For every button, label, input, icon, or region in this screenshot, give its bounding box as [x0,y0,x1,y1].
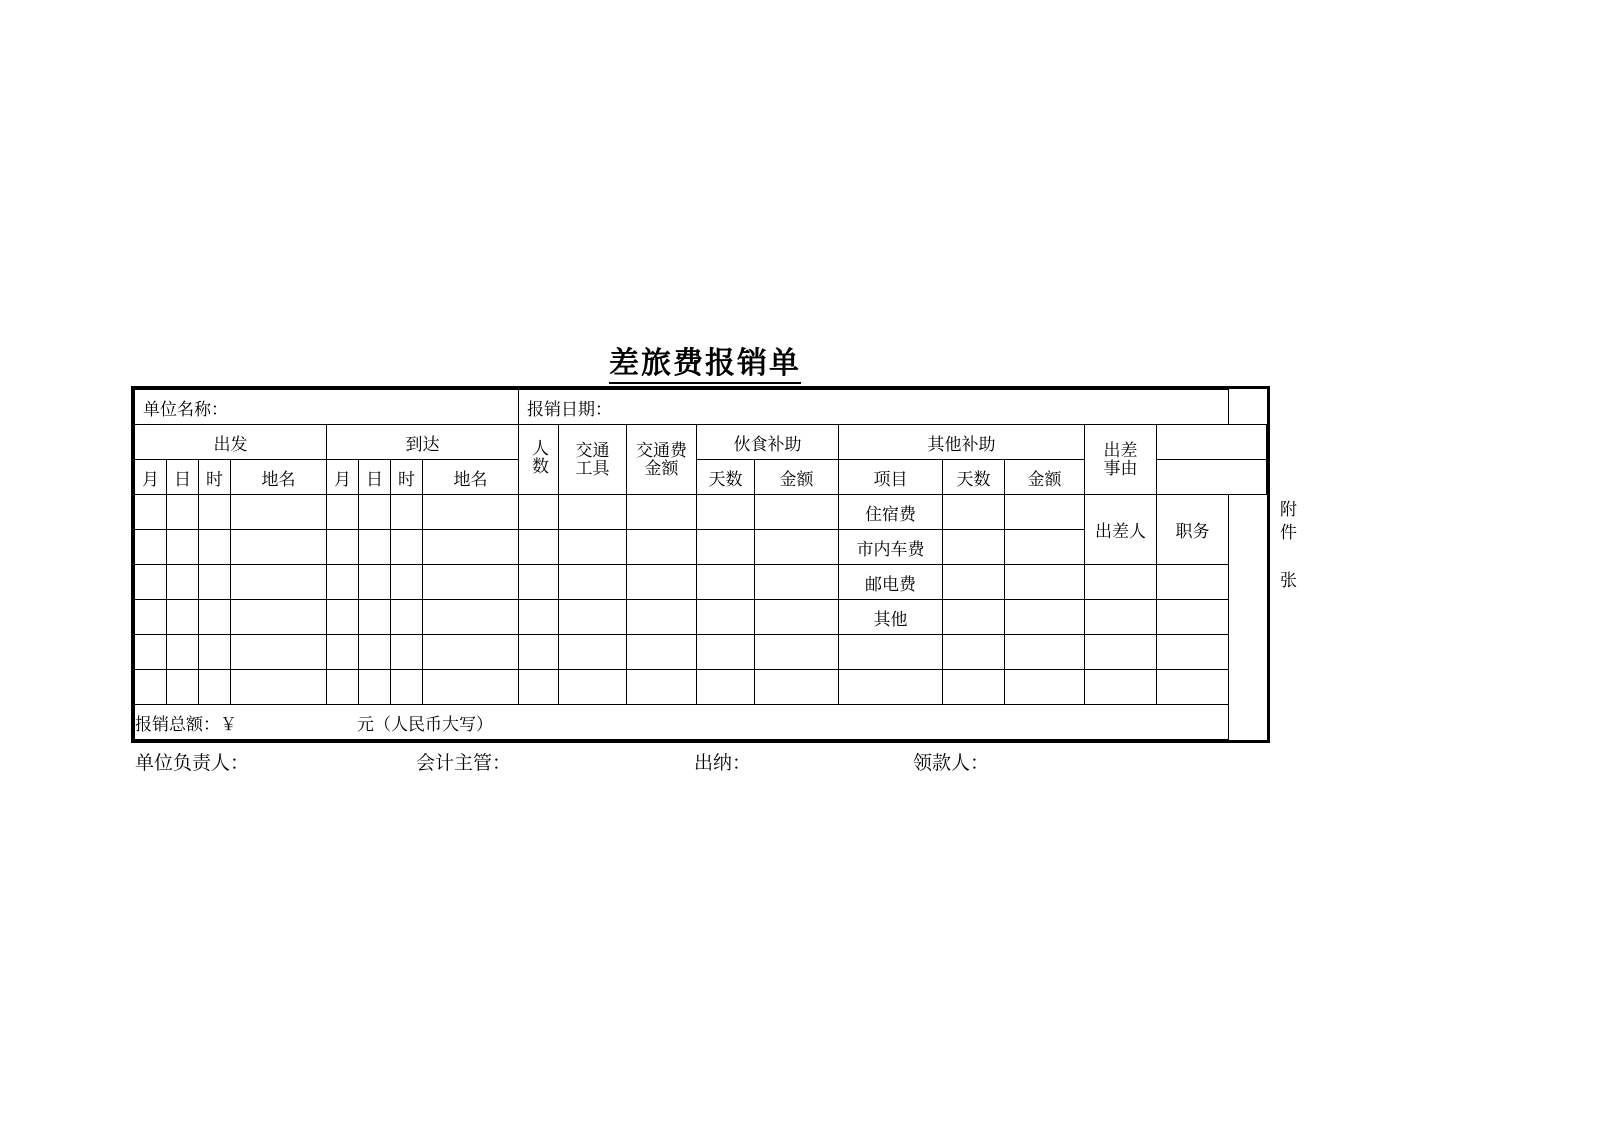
cell-people-count[interactable] [519,600,559,635]
unit-name-cell[interactable]: 单位名称： [135,390,519,425]
cell-traveler-value[interactable] [1085,600,1157,635]
cell-people-count[interactable] [519,635,559,670]
cell-arrive-place[interactable] [423,495,519,530]
other-item-other: 其他 [839,600,943,635]
cell-arrive-hour[interactable] [391,495,423,530]
signature-accounting-manager[interactable]: 会计主管： [416,753,512,774]
cell-meal-amount[interactable] [755,600,839,635]
cell-arrive-month[interactable] [327,495,359,530]
other-item-header: 项目 [839,460,943,495]
cell-depart-hour[interactable] [199,600,231,635]
cell-arrive-month[interactable] [327,635,359,670]
table-row [135,670,1267,705]
cell-traveler-value[interactable] [1085,635,1157,670]
arrive-group-header: 到达 [327,425,519,460]
cell-arrive-month[interactable] [327,670,359,705]
cell-depart-month[interactable] [135,670,167,705]
expense-form-table-wrapper [131,386,1270,743]
cell-arrive-month[interactable] [327,530,359,565]
table-row [135,565,1267,600]
trip-reason-header: 出差 事由 [1085,425,1157,495]
transport-fee-header: 交通费 金额 [627,425,697,495]
cell-arrive-month[interactable] [327,600,359,635]
other-item-city-transport: 市内车费 [839,530,943,565]
page-title-text: 差旅费报销单 [609,347,801,384]
cell-other-days[interactable] [943,600,1005,635]
cell-arrive-place[interactable] [423,530,519,565]
traveler-label: 出差人 [1085,495,1157,565]
total-cell[interactable] [135,705,1229,740]
expense-form-table [134,389,1267,740]
cell-meal-amount[interactable] [755,635,839,670]
cell-arrive-hour[interactable] [391,600,423,635]
cell-arrive-place[interactable] [423,600,519,635]
cell-transport-fee[interactable] [627,565,697,600]
cell-other-days[interactable] [943,530,1005,565]
column-group-row [135,425,1267,460]
cell-people-count[interactable] [519,565,559,600]
cell-arrive-place[interactable] [423,670,519,705]
cell-other-amount[interactable] [1005,565,1085,600]
cell-position-value[interactable] [1157,635,1229,670]
cell-traveler-value[interactable] [1085,670,1157,705]
cell-depart-place[interactable] [231,635,327,670]
arrive-day-header: 日 [359,460,391,495]
cell-other-days[interactable] [943,565,1005,600]
cell-transport-tool[interactable] [559,600,627,635]
cell-depart-hour[interactable] [199,635,231,670]
cell-depart-day[interactable] [167,635,199,670]
cell-other-days[interactable] [943,635,1005,670]
table-row [135,635,1267,670]
depart-day-header: 日 [167,460,199,495]
arrive-hour-header: 时 [391,460,423,495]
cell-transport-tool[interactable] [559,530,627,565]
other-days-header: 天数 [943,460,1005,495]
cell-depart-hour[interactable] [199,530,231,565]
form-header-row [135,390,1267,425]
cell-people-count[interactable] [519,495,559,530]
cell-arrive-hour[interactable] [391,565,423,600]
cell-depart-month[interactable] [135,600,167,635]
cell-arrive-day[interactable] [359,635,391,670]
table-row [135,495,1267,530]
cell-depart-place[interactable] [231,600,327,635]
other-item-accommodation: 住宿费 [839,495,943,530]
table-row [135,600,1267,635]
depart-group-header: 出发 [135,425,327,460]
people-count-header: 人数 [519,425,559,495]
depart-month-header: 月 [135,460,167,495]
cell-other-item[interactable] [839,670,943,705]
cell-transport-fee[interactable] [627,670,697,705]
meal-amount-header: 金额 [755,460,839,495]
depart-place-header: 地名 [231,460,327,495]
cell-meal-amount[interactable] [755,530,839,565]
other-item-postage: 邮电费 [839,565,943,600]
signature-payee[interactable]: 领款人： [913,753,990,774]
cell-meal-days[interactable] [697,565,755,600]
cell-depart-hour[interactable] [199,670,231,705]
cell-transport-tool[interactable] [559,670,627,705]
cell-other-amount[interactable] [1005,635,1085,670]
cell-depart-place[interactable] [231,495,327,530]
cell-meal-amount[interactable] [755,565,839,600]
cell-traveler-value[interactable] [1085,565,1157,600]
cell-position-value[interactable] [1157,565,1229,600]
cell-other-amount[interactable] [1005,530,1085,565]
transport-tool-header: 交通 工具 [559,425,627,495]
total-row [135,705,1267,740]
cell-depart-day[interactable] [167,530,199,565]
cell-depart-day[interactable] [167,565,199,600]
cell-meal-amount[interactable] [755,670,839,705]
cell-position-value[interactable] [1157,670,1229,705]
cell-meal-days[interactable] [697,635,755,670]
cell-arrive-place[interactable] [423,565,519,600]
cell-transport-fee[interactable] [627,600,697,635]
cell-people-count[interactable] [519,670,559,705]
meal-days-header: 天数 [697,460,755,495]
cell-arrive-month[interactable] [327,565,359,600]
cell-people-count[interactable] [519,530,559,565]
cell-arrive-day[interactable] [359,600,391,635]
cell-meal-days[interactable] [697,670,755,705]
cell-depart-month[interactable] [135,635,167,670]
cell-transport-tool[interactable] [559,635,627,670]
cell-meal-days[interactable] [697,495,755,530]
trip-reason-value-bottom[interactable] [1157,460,1267,495]
cell-transport-fee[interactable] [627,495,697,530]
trip-reason-value-top[interactable] [1157,425,1267,460]
depart-hour-header: 时 [199,460,231,495]
attachment-note: 附件 张 [1277,500,1296,594]
cell-transport-tool[interactable] [559,495,627,530]
signature-cashier[interactable]: 出纳： [694,753,752,774]
cell-depart-hour[interactable] [199,495,231,530]
arrive-place-header: 地名 [423,460,519,495]
other-amount-header: 金额 [1005,460,1085,495]
cell-meal-days[interactable] [697,600,755,635]
cell-depart-day[interactable] [167,495,199,530]
cell-position-value[interactable] [1157,600,1229,635]
cell-other-days[interactable] [943,495,1005,530]
cell-depart-month[interactable] [135,530,167,565]
cell-other-amount[interactable] [1005,495,1085,530]
cell-arrive-place[interactable] [423,635,519,670]
cell-depart-day[interactable] [167,600,199,635]
cell-other-days[interactable] [943,670,1005,705]
cell-depart-place[interactable] [231,530,327,565]
signature-unit-head[interactable]: 单位负责人： [135,753,250,774]
cell-transport-fee[interactable] [627,635,697,670]
total-label: 报销总额：￥ [135,714,237,734]
cell-arrive-day[interactable] [359,670,391,705]
cell-other-amount[interactable] [1005,670,1085,705]
arrive-month-header: 月 [327,460,359,495]
cell-arrive-hour[interactable] [391,635,423,670]
cell-depart-month[interactable] [135,495,167,530]
cell-depart-hour[interactable] [199,565,231,600]
cell-meal-amount[interactable] [755,495,839,530]
page-title [0,338,1410,382]
cell-meal-days[interactable] [697,530,755,565]
cell-arrive-day[interactable] [359,495,391,530]
cell-arrive-day[interactable] [359,565,391,600]
cell-other-item[interactable] [839,635,943,670]
meal-subsidy-header: 伙食补助 [697,425,839,460]
other-subsidy-header: 其他补助 [839,425,1085,460]
cell-depart-place[interactable] [231,565,327,600]
position-label: 职务 [1157,495,1229,565]
cell-other-amount[interactable] [1005,600,1085,635]
cell-arrive-hour[interactable] [391,530,423,565]
total-suffix: 元（人民币大写） [357,714,493,734]
cell-depart-day[interactable] [167,670,199,705]
cell-arrive-day[interactable] [359,530,391,565]
cell-transport-tool[interactable] [559,565,627,600]
reimburse-date-cell[interactable]: 报销日期： [519,390,1229,425]
cell-depart-month[interactable] [135,565,167,600]
cell-depart-place[interactable] [231,670,327,705]
cell-arrive-hour[interactable] [391,670,423,705]
cell-transport-fee[interactable] [627,530,697,565]
